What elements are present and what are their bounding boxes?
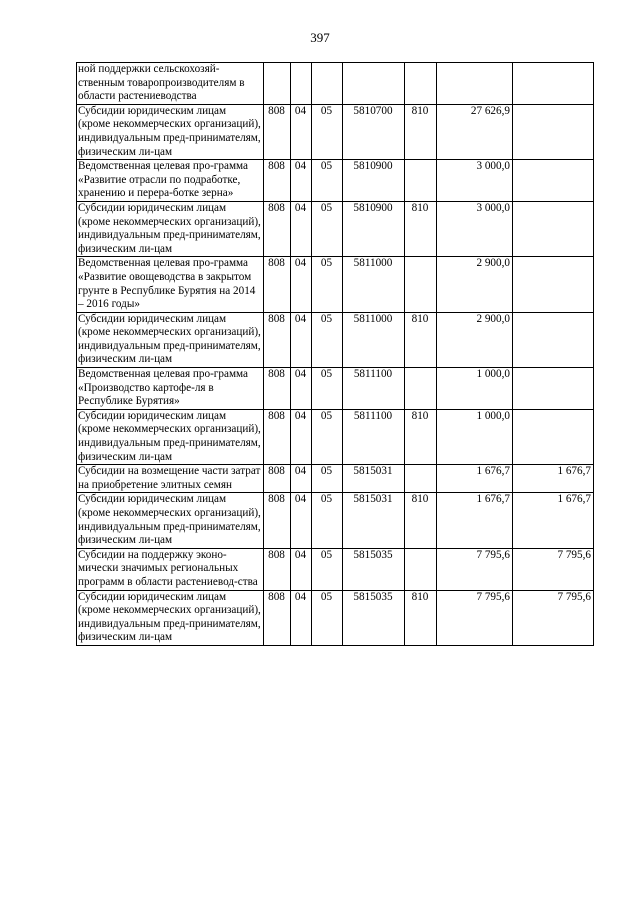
subsection-code-cell: 05 (312, 312, 343, 367)
amount-subvention-cell (513, 409, 594, 464)
section-code-cell: 04 (291, 590, 312, 645)
row-name-cell: Субсидии юридическим лицам (кроме некоммерческих организаций), индивидуальным пред-принимателям, физическим ли-цам (77, 201, 264, 256)
table-row (77, 63, 594, 105)
expense-type-cell (405, 548, 437, 590)
section-code-cell: 04 (291, 201, 312, 256)
target-article-cell (343, 63, 405, 105)
section-code-cell: 04 (291, 368, 312, 410)
subsection-code-cell: 05 (312, 368, 343, 410)
amount-subvention-cell (513, 160, 594, 202)
target-article-cell: 5810900 (343, 201, 405, 256)
expense-type-cell: 810 (405, 312, 437, 367)
ministry-code-cell: 808 (264, 465, 291, 493)
ministry-code-cell: 808 (264, 104, 291, 159)
subsection-code-cell: 05 (312, 160, 343, 202)
section-code-cell: 04 (291, 257, 312, 312)
subsection-code-cell: 05 (312, 590, 343, 645)
table-row (77, 368, 594, 410)
subsection-code-cell: 05 (312, 548, 343, 590)
row-name-cell: Субсидии юридическим лицам (кроме некоммерческих организаций), индивидуальным пред-принимателям, физическим ли-цам (77, 493, 264, 548)
page-number: 397 (310, 30, 330, 45)
row-name-cell: Субсидии юридическим лицам (кроме некоммерческих организаций), индивидуальным пред-принимателям, физическим ли-цам (77, 590, 264, 645)
row-name-cell: Субсидии юридическим лицам (кроме некоммерческих организаций), индивидуальным пред-принимателям, физическим ли-цам (77, 409, 264, 464)
amount-cell: 7 795,6 (437, 590, 513, 645)
row-name-cell: Субсидии на возмещение части затрат на приобретение элитных семян (77, 465, 264, 493)
row-name-cell: Ведомственная целевая про-грамма «Развитие овощеводства в закрытом грунте в Республике Бурятия на 2014 – 2016 годы» (77, 257, 264, 312)
subsection-code-cell: 05 (312, 257, 343, 312)
budget-table (76, 62, 594, 646)
table-row (77, 160, 594, 202)
row-name-cell: ной поддержки сельскохозяй-ственным товаропроизводителям в области растениеводства (77, 63, 264, 105)
row-name-cell: Субсидии юридическим лицам (кроме некоммерческих организаций), индивидуальным пред-принимателям, физическим ли-цам (77, 104, 264, 159)
ministry-code-cell (264, 63, 291, 105)
expense-type-cell (405, 368, 437, 410)
subsection-code-cell: 05 (312, 104, 343, 159)
table-row (77, 257, 594, 312)
amount-subvention-cell: 7 795,6 (513, 548, 594, 590)
target-article-cell: 5810700 (343, 104, 405, 159)
row-name-cell: Ведомственная целевая про-грамма «Производство картофе-ля в Республике Бурятия» (77, 368, 264, 410)
amount-cell: 7 795,6 (437, 548, 513, 590)
amount-cell: 1 000,0 (437, 409, 513, 464)
ministry-code-cell: 808 (264, 257, 291, 312)
subsection-code-cell: 05 (312, 465, 343, 493)
expense-type-cell: 810 (405, 104, 437, 159)
expense-type-cell: 810 (405, 493, 437, 548)
amount-cell (437, 63, 513, 105)
amount-cell: 1 676,7 (437, 493, 513, 548)
row-name-cell: Субсидии юридическим лицам (кроме некоммерческих организаций), индивидуальным пред-принимателям, физическим ли-цам (77, 312, 264, 367)
amount-cell: 1 676,7 (437, 465, 513, 493)
ministry-code-cell: 808 (264, 409, 291, 464)
ministry-code-cell: 808 (264, 160, 291, 202)
ministry-code-cell: 808 (264, 548, 291, 590)
target-article-cell: 5815035 (343, 590, 405, 645)
amount-subvention-cell (513, 368, 594, 410)
ministry-code-cell: 808 (264, 201, 291, 256)
table-row (77, 465, 594, 493)
target-article-cell: 5810900 (343, 160, 405, 202)
table-row (77, 312, 594, 367)
expense-type-cell: 810 (405, 590, 437, 645)
ministry-code-cell: 808 (264, 368, 291, 410)
subsection-code-cell: 05 (312, 493, 343, 548)
target-article-cell: 5811000 (343, 312, 405, 367)
table-row (77, 409, 594, 464)
target-article-cell: 5811100 (343, 409, 405, 464)
expense-type-cell (405, 160, 437, 202)
table-row (77, 201, 594, 256)
amount-subvention-cell: 1 676,7 (513, 493, 594, 548)
amount-subvention-cell (513, 312, 594, 367)
target-article-cell: 5811100 (343, 368, 405, 410)
amount-cell: 2 900,0 (437, 312, 513, 367)
ministry-code-cell: 808 (264, 312, 291, 367)
ministry-code-cell: 808 (264, 493, 291, 548)
amount-cell: 3 000,0 (437, 201, 513, 256)
table-row (77, 493, 594, 548)
table-row (77, 548, 594, 590)
subsection-code-cell: 05 (312, 409, 343, 464)
row-name-cell: Субсидии на поддержку эконо-мически значимых региональных программ в области растениевод-ства (77, 548, 264, 590)
ministry-code-cell: 808 (264, 590, 291, 645)
section-code-cell: 04 (291, 465, 312, 493)
section-code-cell: 04 (291, 160, 312, 202)
section-code-cell (291, 63, 312, 105)
section-code-cell: 04 (291, 312, 312, 367)
amount-subvention-cell (513, 201, 594, 256)
table-row (77, 104, 594, 159)
section-code-cell: 04 (291, 104, 312, 159)
subsection-code-cell: 05 (312, 201, 343, 256)
subsection-code-cell (312, 63, 343, 105)
target-article-cell: 5815031 (343, 493, 405, 548)
amount-cell: 3 000,0 (437, 160, 513, 202)
target-article-cell: 5811000 (343, 257, 405, 312)
target-article-cell: 5815035 (343, 548, 405, 590)
amount-subvention-cell (513, 257, 594, 312)
section-code-cell: 04 (291, 548, 312, 590)
amount-subvention-cell: 7 795,6 (513, 590, 594, 645)
expense-type-cell (405, 465, 437, 493)
section-code-cell: 04 (291, 409, 312, 464)
amount-subvention-cell (513, 63, 594, 105)
amount-subvention-cell (513, 104, 594, 159)
amount-cell: 1 000,0 (437, 368, 513, 410)
amount-subvention-cell: 1 676,7 (513, 465, 594, 493)
section-code-cell: 04 (291, 493, 312, 548)
row-name-cell: Ведомственная целевая про-грамма «Развитие отрасли по подработке, хранению и перера-ботке зерна» (77, 160, 264, 202)
expense-type-cell: 810 (405, 409, 437, 464)
target-article-cell: 5815031 (343, 465, 405, 493)
amount-cell: 27 626,9 (437, 104, 513, 159)
amount-cell: 2 900,0 (437, 257, 513, 312)
expense-type-cell (405, 257, 437, 312)
table-row (77, 590, 594, 645)
expense-type-cell: 810 (405, 201, 437, 256)
expense-type-cell (405, 63, 437, 105)
